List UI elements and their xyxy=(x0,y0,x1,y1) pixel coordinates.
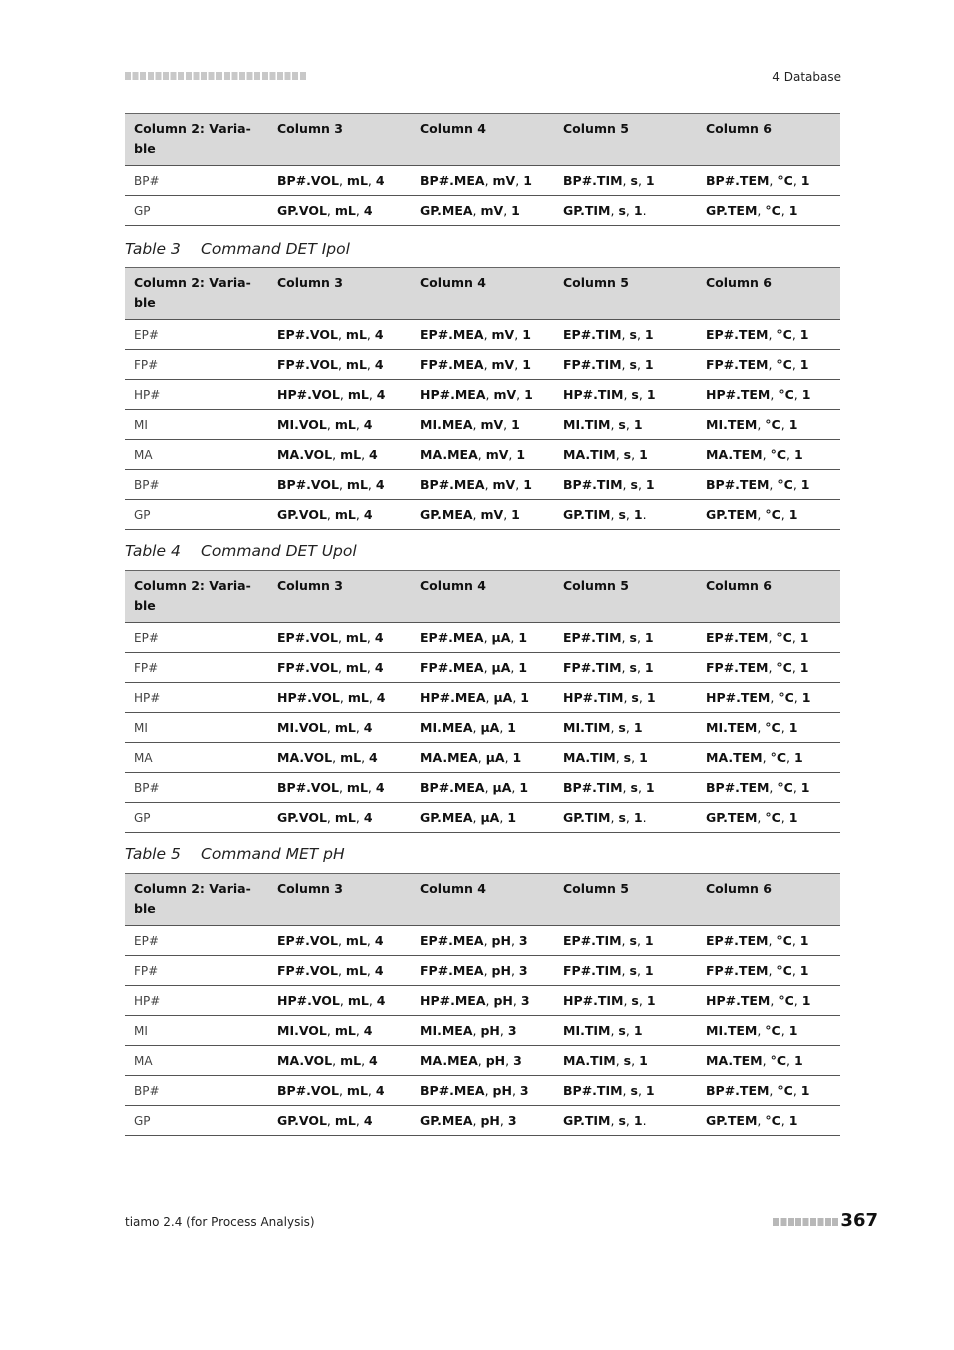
table-row xyxy=(125,773,840,803)
value-cell: EP#.MEA, µA, 1 xyxy=(411,623,554,653)
caption-title: Command DET Ipol xyxy=(201,240,350,258)
variable-cell: FP# xyxy=(125,956,268,986)
value-cell: GP.MEA, mV, 1 xyxy=(411,500,554,530)
value-cell: BP#.MEA, mV, 1 xyxy=(411,166,554,196)
variable-cell: GP xyxy=(125,803,268,833)
variable-cell: BP# xyxy=(125,470,268,500)
value-cell: FP#.TEM, °C, 1 xyxy=(697,653,840,683)
value-cell: EP#.MEA, mV, 1 xyxy=(411,320,554,350)
value-cell: EP#.TIM, s, 1 xyxy=(554,623,697,653)
footer-product: tiamo 2.4 (for Process Analysis) xyxy=(125,1215,315,1229)
value-cell: HP#.TEM, °C, 1 xyxy=(697,986,840,1016)
variable-cell: GP xyxy=(125,1106,268,1136)
value-cell: EP#.VOL, mL, 4 xyxy=(268,926,411,956)
column-header: Column 4 xyxy=(411,114,554,166)
value-cell: MI.TIM, s, 1 xyxy=(554,1016,697,1046)
value-cell: EP#.VOL, mL, 4 xyxy=(268,623,411,653)
value-cell: MA.VOL, mL, 4 xyxy=(268,440,411,470)
value-cell: MA.TIM, s, 1 xyxy=(554,1046,697,1076)
table-header xyxy=(125,571,840,623)
caption-number: Table 4 xyxy=(125,542,181,560)
value-cell: MA.VOL, mL, 4 xyxy=(268,1046,411,1076)
table-row xyxy=(125,803,840,833)
value-cell: MI.VOL, mL, 4 xyxy=(268,1016,411,1046)
value-cell: EP#.TEM, °C, 1 xyxy=(697,320,840,350)
value-cell: MI.MEA, pH, 3 xyxy=(411,1016,554,1046)
value-cell: MA.MEA, µA, 1 xyxy=(411,743,554,773)
value-cell: BP#.TIM, s, 1 xyxy=(554,166,697,196)
table-header xyxy=(125,268,840,320)
column-header: Column 2: Varia-ble xyxy=(125,571,268,623)
footer-decoration xyxy=(773,1218,839,1226)
value-cell: BP#.VOL, mL, 4 xyxy=(268,166,411,196)
caption-title: Command MET pH xyxy=(201,845,345,863)
value-cell: BP#.TEM, °C, 1 xyxy=(697,470,840,500)
value-cell: GP.VOL, mL, 4 xyxy=(268,500,411,530)
column-header: Column 6 xyxy=(697,571,840,623)
value-cell: GP.MEA, mV, 1 xyxy=(411,196,554,226)
value-cell: GP.TIM, s, 1. xyxy=(554,196,697,226)
value-cell: BP#.MEA, pH, 3 xyxy=(411,1076,554,1106)
page-number: 367 xyxy=(840,1210,878,1231)
value-cell: BP#.MEA, mV, 1 xyxy=(411,470,554,500)
column-header: Column 5 xyxy=(554,268,697,320)
value-cell: EP#.VOL, mL, 4 xyxy=(268,320,411,350)
value-cell: HP#.MEA, pH, 3 xyxy=(411,986,554,1016)
value-cell: GP.TIM, s, 1. xyxy=(554,803,697,833)
header-section-title: 4 Database xyxy=(772,70,841,84)
value-cell: EP#.MEA, pH, 3 xyxy=(411,926,554,956)
variable-cell: FP# xyxy=(125,653,268,683)
table-row xyxy=(125,1046,840,1076)
table-row xyxy=(125,743,840,773)
variable-cell: HP# xyxy=(125,380,268,410)
value-cell: FP#.VOL, mL, 4 xyxy=(268,350,411,380)
variable-cell: HP# xyxy=(125,986,268,1016)
table-caption xyxy=(125,542,357,560)
value-cell: FP#.TEM, °C, 1 xyxy=(697,956,840,986)
column-header: Column 3 xyxy=(268,571,411,623)
table-row xyxy=(125,683,840,713)
value-cell: HP#.MEA, mV, 1 xyxy=(411,380,554,410)
value-cell: MI.VOL, mL, 4 xyxy=(268,713,411,743)
variable-cell: MA xyxy=(125,440,268,470)
value-cell: BP#.TEM, °C, 1 xyxy=(697,1076,840,1106)
variable-cell: MI xyxy=(125,1016,268,1046)
value-cell: MA.TIM, s, 1 xyxy=(554,743,697,773)
value-cell: HP#.VOL, mL, 4 xyxy=(268,986,411,1016)
value-cell: MA.TEM, °C, 1 xyxy=(697,1046,840,1076)
value-cell: BP#.TEM, °C, 1 xyxy=(697,166,840,196)
value-cell: FP#.VOL, mL, 4 xyxy=(268,956,411,986)
value-cell: GP.TEM, °C, 1 xyxy=(697,803,840,833)
table-det-ipol xyxy=(125,267,840,530)
variable-cell: GP xyxy=(125,500,268,530)
value-cell: MA.VOL, mL, 4 xyxy=(268,743,411,773)
column-header: Column 6 xyxy=(697,268,840,320)
column-header: Column 5 xyxy=(554,114,697,166)
variable-cell: EP# xyxy=(125,926,268,956)
value-cell: EP#.TIM, s, 1 xyxy=(554,926,697,956)
value-cell: BP#.MEA, µA, 1 xyxy=(411,773,554,803)
table-row xyxy=(125,713,840,743)
variable-cell: MA xyxy=(125,743,268,773)
column-header: Column 5 xyxy=(554,571,697,623)
value-cell: GP.VOL, mL, 4 xyxy=(268,1106,411,1136)
variable-cell: MI xyxy=(125,713,268,743)
table-met-ph xyxy=(125,873,840,1136)
value-cell: BP#.VOL, mL, 4 xyxy=(268,1076,411,1106)
value-cell: EP#.TIM, s, 1 xyxy=(554,320,697,350)
value-cell: GP.MEA, µA, 1 xyxy=(411,803,554,833)
column-header: Column 5 xyxy=(554,874,697,926)
value-cell: FP#.TIM, s, 1 xyxy=(554,956,697,986)
value-cell: BP#.TEM, °C, 1 xyxy=(697,773,840,803)
value-cell: FP#.TIM, s, 1 xyxy=(554,350,697,380)
variable-cell: BP# xyxy=(125,773,268,803)
table-row xyxy=(125,350,840,380)
value-cell: BP#.VOL, mL, 4 xyxy=(268,470,411,500)
table-row xyxy=(125,956,840,986)
table-body xyxy=(125,623,840,833)
value-cell: MI.VOL, mL, 4 xyxy=(268,410,411,440)
column-header: Column 6 xyxy=(697,874,840,926)
value-cell: MI.MEA, mV, 1 xyxy=(411,410,554,440)
value-cell: HP#.TEM, °C, 1 xyxy=(697,683,840,713)
table-body xyxy=(125,166,840,226)
table-row xyxy=(125,410,840,440)
value-cell: HP#.MEA, µA, 1 xyxy=(411,683,554,713)
value-cell: HP#.TIM, s, 1 xyxy=(554,380,697,410)
column-header: Column 3 xyxy=(268,874,411,926)
value-cell: MA.TEM, °C, 1 xyxy=(697,743,840,773)
value-cell: FP#.VOL, mL, 4 xyxy=(268,653,411,683)
table-row xyxy=(125,470,840,500)
variable-cell: HP# xyxy=(125,683,268,713)
table-row xyxy=(125,1106,840,1136)
value-cell: MA.MEA, mV, 1 xyxy=(411,440,554,470)
value-cell: MI.TIM, s, 1 xyxy=(554,410,697,440)
variable-cell: BP# xyxy=(125,1076,268,1106)
value-cell: EP#.TEM, °C, 1 xyxy=(697,926,840,956)
value-cell: MA.MEA, pH, 3 xyxy=(411,1046,554,1076)
column-header: Column 2: Varia-ble xyxy=(125,874,268,926)
caption-title: Command DET Upol xyxy=(201,542,357,560)
value-cell: EP#.TEM, °C, 1 xyxy=(697,623,840,653)
table-row xyxy=(125,500,840,530)
value-cell: FP#.TEM, °C, 1 xyxy=(697,350,840,380)
value-cell: MI.TEM, °C, 1 xyxy=(697,713,840,743)
value-cell: HP#.TIM, s, 1 xyxy=(554,683,697,713)
value-cell: HP#.TIM, s, 1 xyxy=(554,986,697,1016)
variable-cell: GP xyxy=(125,196,268,226)
caption-number: Table 3 xyxy=(125,240,181,258)
value-cell: FP#.MEA, pH, 3 xyxy=(411,956,554,986)
variable-cell: EP# xyxy=(125,623,268,653)
table-continued xyxy=(125,113,840,226)
table-row xyxy=(125,1076,840,1106)
header-decoration xyxy=(125,72,307,80)
value-cell: GP.VOL, mL, 4 xyxy=(268,196,411,226)
table-row xyxy=(125,196,840,226)
value-cell: MI.TEM, °C, 1 xyxy=(697,410,840,440)
table-header xyxy=(125,874,840,926)
column-header: Column 2: Varia-ble xyxy=(125,114,268,166)
value-cell: GP.MEA, pH, 3 xyxy=(411,1106,554,1136)
value-cell: MA.TEM, °C, 1 xyxy=(697,440,840,470)
value-cell: BP#.TIM, s, 1 xyxy=(554,470,697,500)
table-row xyxy=(125,380,840,410)
table-row xyxy=(125,320,840,350)
caption-number: Table 5 xyxy=(125,845,181,863)
table-row xyxy=(125,440,840,470)
value-cell: MI.TIM, s, 1 xyxy=(554,713,697,743)
table-body xyxy=(125,320,840,530)
table-header xyxy=(125,114,840,166)
value-cell: HP#.TEM, °C, 1 xyxy=(697,380,840,410)
value-cell: GP.TEM, °C, 1 xyxy=(697,500,840,530)
table-caption xyxy=(125,240,350,258)
value-cell: MI.MEA, µA, 1 xyxy=(411,713,554,743)
table-body xyxy=(125,926,840,1136)
value-cell: HP#.VOL, mL, 4 xyxy=(268,380,411,410)
table-row xyxy=(125,166,840,196)
value-cell: BP#.VOL, mL, 4 xyxy=(268,773,411,803)
value-cell: BP#.TIM, s, 1 xyxy=(554,773,697,803)
variable-cell: EP# xyxy=(125,320,268,350)
value-cell: MA.TIM, s, 1 xyxy=(554,440,697,470)
value-cell: GP.TIM, s, 1. xyxy=(554,1106,697,1136)
variable-cell: BP# xyxy=(125,166,268,196)
value-cell: HP#.VOL, mL, 4 xyxy=(268,683,411,713)
variable-cell: MA xyxy=(125,1046,268,1076)
value-cell: GP.TIM, s, 1. xyxy=(554,500,697,530)
table-row xyxy=(125,986,840,1016)
table-row xyxy=(125,1016,840,1046)
value-cell: GP.TEM, °C, 1 xyxy=(697,196,840,226)
column-header: Column 3 xyxy=(268,114,411,166)
table-row xyxy=(125,653,840,683)
value-cell: FP#.MEA, µA, 1 xyxy=(411,653,554,683)
table-caption xyxy=(125,845,345,863)
column-header: Column 3 xyxy=(268,268,411,320)
value-cell: GP.TEM, °C, 1 xyxy=(697,1106,840,1136)
column-header: Column 4 xyxy=(411,874,554,926)
value-cell: BP#.TIM, s, 1 xyxy=(554,1076,697,1106)
table-det-upol xyxy=(125,570,840,833)
value-cell: FP#.MEA, mV, 1 xyxy=(411,350,554,380)
variable-cell: FP# xyxy=(125,350,268,380)
value-cell: MI.TEM, °C, 1 xyxy=(697,1016,840,1046)
table-row xyxy=(125,623,840,653)
column-header: Column 2: Varia-ble xyxy=(125,268,268,320)
variable-cell: MI xyxy=(125,410,268,440)
table-row xyxy=(125,926,840,956)
column-header: Column 4 xyxy=(411,268,554,320)
value-cell: GP.VOL, mL, 4 xyxy=(268,803,411,833)
column-header: Column 4 xyxy=(411,571,554,623)
column-header: Column 6 xyxy=(697,114,840,166)
value-cell: FP#.TIM, s, 1 xyxy=(554,653,697,683)
